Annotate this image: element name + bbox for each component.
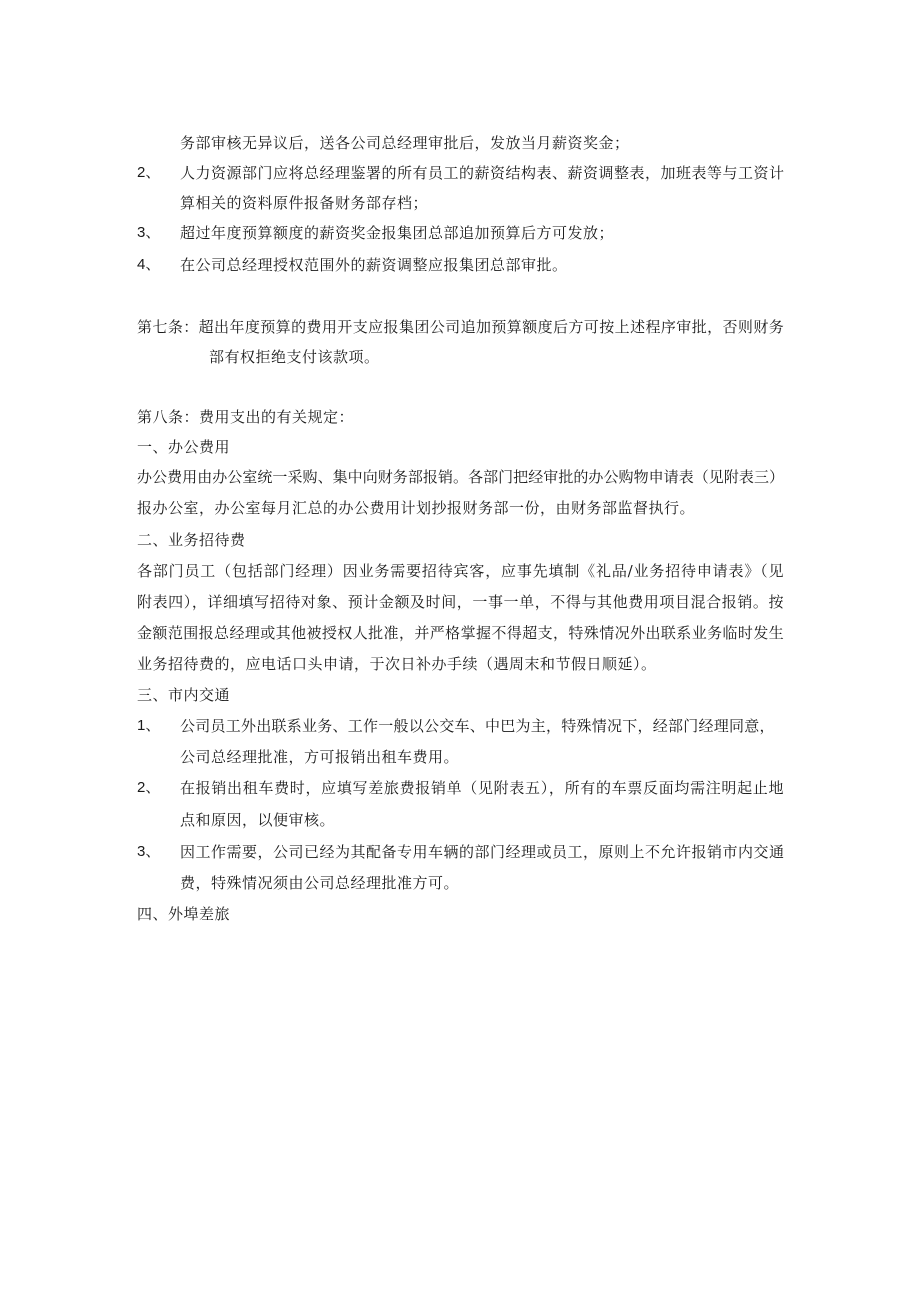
article-eight-title: 第八条：费用支出的有关规定： [137,408,355,426]
item-number: 3、 [137,224,161,241]
item-number: 1、 [137,717,161,734]
section-heading: 二、业务招待费 [137,531,246,549]
paragraph-line: 附表四），详细填写招待对象、预计金额及时间，一事一单，不得与其他费用项目混合报销。按 [137,593,784,611]
paragraph-line: 业务招待费的，应电话口头申请，于次日补办手续（遇周末和节假日顺延）。 [137,655,657,673]
paragraph-line: 金额范围报总经理或其他被授权人批准，并严格掌握不得超支，特殊情况外出联系业务临时发生 [137,624,784,642]
section-heading: 一、办公费用 [137,438,231,456]
article-seven-text: 第七条：超出年度预算的费用开支应报集团公司追加预算额度后方可按上述程序审批，否则财务 [137,318,784,336]
item-number: 2、 [137,779,161,796]
item-text: 因工作需要，公司已经为其配备专用车辆的部门经理或员工，原则上不允许报销市内交通 [180,843,785,861]
item-number: 4、 [137,256,161,273]
article-seven-text: 部有权拒绝支付该款项。 [209,348,380,366]
item-text: 点和原因，以便审核。 [180,811,336,829]
item-text: 费，特殊情况须由公司总经理批准方可。 [180,874,460,892]
item-text: 在公司总经理授权范围外的薪资调整应报集团总部审批。 [180,256,568,274]
paragraph-line: 报办公室，办公室每月汇总的办公费用计划抄报财务部一份，由财务部监督执行。 [137,499,696,517]
item-text: 算相关的资料原件报备财务部存档； [180,194,429,212]
item-number: 3、 [137,843,161,860]
item-text: 公司员工外出联系业务、工作一般以公交车、中巴为主，特殊情况下，经部门经理同意， [180,717,775,735]
section-heading: 三、市内交通 [137,686,231,704]
item-number: 2、 [137,164,161,181]
section-heading: 四、外埠差旅 [137,905,231,923]
item-text: 在报销出租车费时，应填写差旅费报销单（见附表五），所有的车票反面均需注明起止地 [180,779,784,797]
item-text: 公司总经理批准，方可报销出租车费用。 [180,748,460,766]
cont-line: 务部审核无异议后，送各公司总经理审批后，发放当月薪资奖金； [180,134,630,152]
paragraph-line: 办公费用由办公室统一采购、集中向财务部报销。各部门把经审批的办公购物申请表（见附表三） [137,468,784,486]
paragraph-line: 各部门员工（包括部门经理）因业务需要招待宾客，应事先填制《礼品/业务招待申请表》（见 [137,562,784,580]
item-text: 超过年度预算额度的薪资奖金报集团总部追加预算后方可发放； [180,224,615,242]
item-text: 人力资源部门应将总经理鉴署的所有员工的薪资结构表、薪资调整表，加班表等与工资计 [180,164,785,182]
